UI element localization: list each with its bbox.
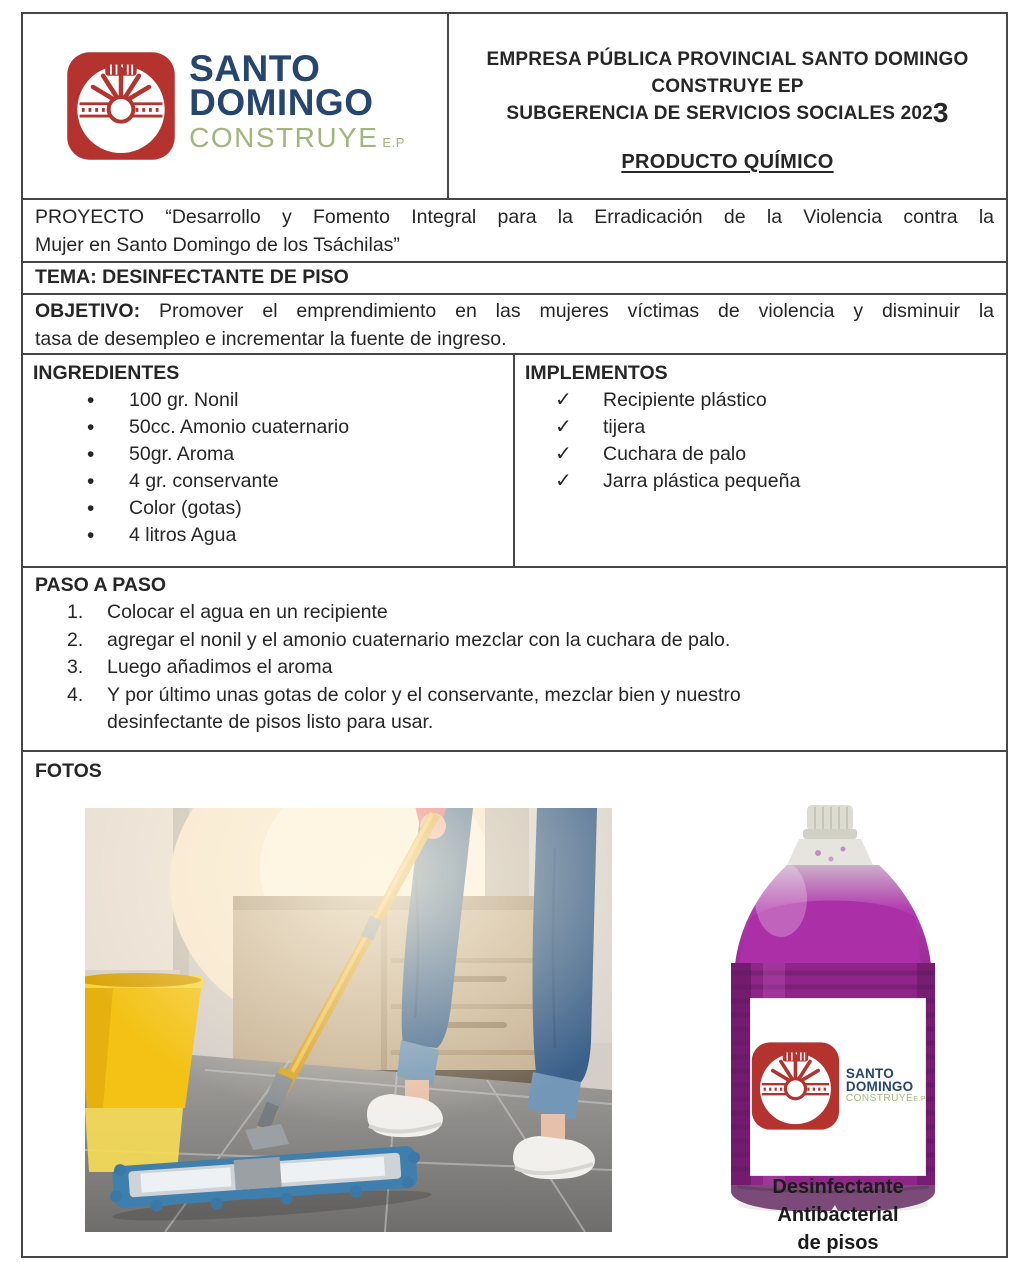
checkmark-icon: ✓: [555, 443, 572, 465]
logo-text: [189, 47, 405, 161]
ingrediente-text: Color (gotas): [129, 497, 242, 519]
implementos-title: IMPLEMENTOS: [525, 362, 668, 384]
ingrediente-text: 50cc. Amonio cuaternario: [129, 416, 350, 438]
ingredientes-title: INGREDIENTES: [33, 362, 180, 384]
header-line-3-year-digit: 3: [932, 97, 949, 128]
bottle-label-logo: [750, 1011, 926, 1161]
ingrediente-item: [33, 441, 503, 468]
paso-text: Colocar el agua en un recipiente: [107, 601, 388, 623]
objetivo-text-1: Promover el emprendimiento en las mujeres víctimas de violencia y disminuir la: [158, 300, 995, 322]
ingredientes-implementos-row: [23, 355, 1006, 568]
document-title: PRODUCTO QUÍMICO: [621, 150, 834, 173]
implemento-item: [525, 387, 996, 414]
implemento-item: [525, 468, 996, 495]
ingrediente-item: [33, 468, 503, 495]
objetivo-line-2: tasa de desempleo e incrementar la fuente de ingreso.: [35, 327, 507, 350]
santo-domingo-logo: [65, 47, 405, 162]
paso-item: [35, 627, 994, 655]
tema-text: DESINFECTANTE DE PISO: [102, 266, 349, 288]
tema-label: TEMA:: [35, 266, 97, 288]
ingrediente-text: 4 litros Agua: [129, 524, 237, 546]
logo-text-construye-line: [189, 120, 405, 161]
ingrediente-text: 100 gr. Nonil: [129, 389, 239, 411]
paso-text-line-1: Y por último unas gotas de color y el conservante, mezclar bien y nuestro: [107, 683, 741, 706]
implemento-item: [525, 414, 996, 441]
paso-number: 4.: [67, 683, 84, 706]
logo-text-ep: E.P: [913, 1096, 926, 1103]
implemento-text: tijera: [603, 416, 646, 438]
logo-text-domingo: DOMINGO: [845, 1079, 914, 1094]
checkmark-icon: ✓: [555, 389, 572, 411]
objetivo-line-1: [35, 298, 994, 326]
header-line-1: EMPRESA PÚBLICA PROVINCIAL SANTO DOMINGO: [486, 49, 969, 70]
paso-item: [35, 599, 994, 627]
implemento-text: Cuchara de palo: [603, 443, 747, 465]
paso-a-paso-row: [23, 568, 1006, 752]
logo-text-construye-line: [846, 1093, 926, 1105]
proyecto-text-line-2: Mujer en Santo Domingo de los Tsáchilas”: [35, 233, 400, 256]
paso-number: 1.: [67, 601, 84, 623]
fotos-title: FOTOS: [35, 760, 102, 782]
paso-item: [35, 682, 994, 737]
ingrediente-item: [33, 387, 503, 414]
bottle-label-text: [772, 1173, 903, 1257]
santo-domingo-logo-icon: [750, 1011, 841, 1161]
paso-text-line-2: desinfectante de pisos listo para usar.: [107, 711, 434, 733]
checkmark-icon: ✓: [555, 470, 572, 492]
paso-title: PASO A PASO: [35, 574, 167, 596]
santo-domingo-logo-icon: [65, 50, 177, 162]
header-row: [23, 14, 1006, 200]
objetivo-row: [23, 295, 1006, 355]
proyecto-text-line-1: PROYECTO “Desarrollo y Fomento Integral para la Erradicación de la Violencia contra la: [35, 206, 994, 228]
mop-photo: [85, 808, 612, 1232]
logo-text-construye: CONSTRUYE: [845, 1093, 914, 1104]
paso-text: agregar el nonil y el amonio cuaternario mezclar con la cuchara de palo.: [107, 628, 731, 651]
paso-number: 2.: [67, 628, 84, 651]
bottle-label-logo-text: [846, 1067, 926, 1105]
header-line-2: CONSTRUYE EP: [651, 75, 804, 97]
header-line-3: [449, 97, 1006, 128]
bottle-cap: [787, 805, 873, 865]
bullet-icon: •: [87, 497, 95, 520]
checkmark-icon: ✓: [555, 416, 572, 438]
paso-number: 3.: [67, 656, 84, 678]
bullet-icon: •: [87, 470, 95, 493]
implemento-text: Jarra plástica pequeña: [603, 470, 801, 492]
bullet-icon: •: [87, 416, 95, 439]
ingrediente-text: 50gr. Aroma: [129, 443, 235, 465]
logo-text-construye: CONSTRUYE: [189, 121, 379, 153]
logo-text-domingo: DOMINGO: [189, 81, 374, 123]
bottle-photo: [723, 795, 943, 1254]
bullet-icon: •: [87, 389, 95, 412]
ingrediente-text: 4 gr. conservante: [129, 470, 279, 492]
paso-text: [107, 682, 741, 737]
logo-text-santo: SANTO: [845, 1066, 894, 1081]
bottle-label-line-3: de pisos: [797, 1232, 879, 1254]
bottle-label-line-1: Desinfectante: [772, 1176, 904, 1198]
ingrediente-item: [33, 495, 503, 522]
bottle-label-line-2: Antibacterial: [777, 1204, 899, 1226]
ingrediente-item: [33, 414, 503, 441]
bottle-label: [750, 998, 926, 1254]
bullet-icon: •: [87, 443, 95, 466]
proyecto-row: [23, 200, 1006, 263]
header-cell: [449, 14, 1006, 198]
implementos-column: [515, 355, 1006, 566]
ingrediente-item: [33, 522, 503, 549]
paso-item: [35, 654, 994, 682]
ingredientes-column: [23, 355, 515, 566]
logo-cell: [23, 14, 449, 198]
objetivo-label: OBJETIVO:: [35, 300, 141, 322]
header-line-3-text: SUBGERENCIA DE SERVICIOS SOCIALES 202: [506, 103, 933, 124]
implemento-text: Recipiente plástico: [603, 389, 767, 411]
implemento-item: [525, 441, 996, 468]
mop-photo-graphic: [85, 808, 612, 1232]
tema-row: [23, 263, 1006, 295]
bullet-icon: •: [87, 524, 95, 547]
paso-text: Luego añadimos el aroma: [107, 656, 333, 678]
logo-text-santo: SANTO: [189, 47, 321, 89]
logo-text-ep: E.P: [382, 134, 405, 150]
